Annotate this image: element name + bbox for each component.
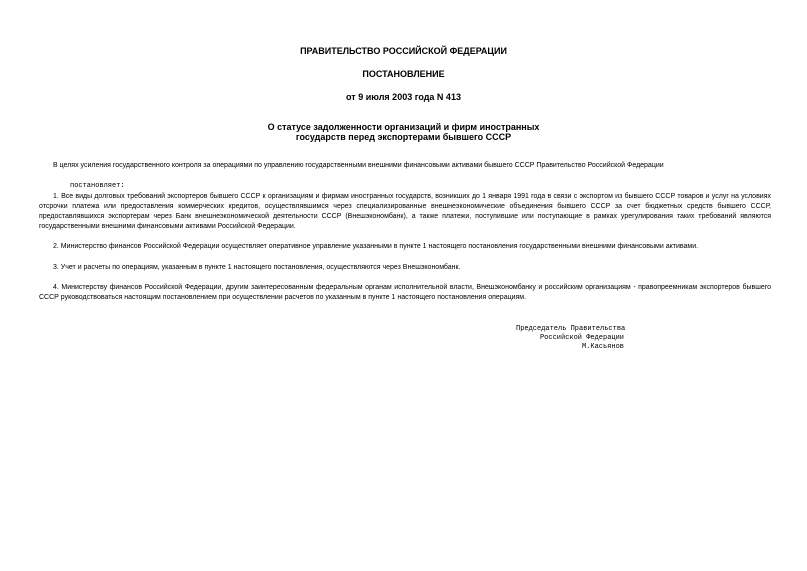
document-title-line-2: государств перед экспортерами бывшего СССР [295, 132, 512, 142]
signature-name: М.Касьянов [581, 343, 624, 351]
signature-block [516, 325, 624, 352]
document-title-line-1: О статусе задолженности организаций и фирм иностранных [267, 122, 540, 132]
preamble-text: В целях усиления государственного контроля за операциями по управлению государственными внешними финансовыми активами бывшего СССР Правительство Российской Федерации [53, 162, 664, 169]
decree-word: постановляет: [70, 182, 125, 190]
document-type-heading: ПОСТАНОВЛЕНИЕ [362, 69, 445, 79]
paragraph-3: 3. Учет и расчеты по операциям, указанным в пункте 1 настоящего постановления, осуществляются через Внешэкономбанк. [53, 264, 461, 271]
government-heading: ПРАВИТЕЛЬСТВО РОССИЙСКОЙ ФЕДЕРАЦИИ [300, 46, 507, 56]
date-number-heading: от 9 июля 2003 года N 413 [346, 92, 461, 102]
signature-country: Российской Федерации [539, 334, 624, 342]
signature-position: Председатель Правительства [516, 325, 626, 333]
paragraph-2: 2. Министерство финансов Российской Федерации осуществляет оперативное управление указанными в пункте 1 настоящего постановления государственными внешними финансовыми активами. [53, 243, 699, 250]
paragraph-1: 1. Все виды долговых требований экспортеров бывшего СССР к организациям и фирмам иностранных государств, возникших до 1 января 1991 года в связи с экспортом из бывшего СССР товаров и услуг на условиях отсрочки платежа или предоставления коммерческих кредитов, осуществлявшимся через специализированные внешнеэкономические объединения бывшего СССР за счет бюджетных средств бывшего СССР, предоставлявшихся экспортерам через Банк внешнеэкономической деятельности СССР (Внешэкономбанк), а также платежи, поступившие или поступающие в рамках урегулирования таких требований являются государственными внешними финансовыми активами Российской Федерации. [39, 193, 771, 230]
paragraph-4: 4. Министерству финансов Российской Федерации, другим заинтересованным федеральным органам исполнительной власти, Внешэкономбанку и российским организациям - правопреемникам экспортеров бывшего СССР руководствоваться настоящим постановлением при осуществлении расчетов по указанным в пункте 1 настоящего постановления операциям. [39, 284, 771, 301]
